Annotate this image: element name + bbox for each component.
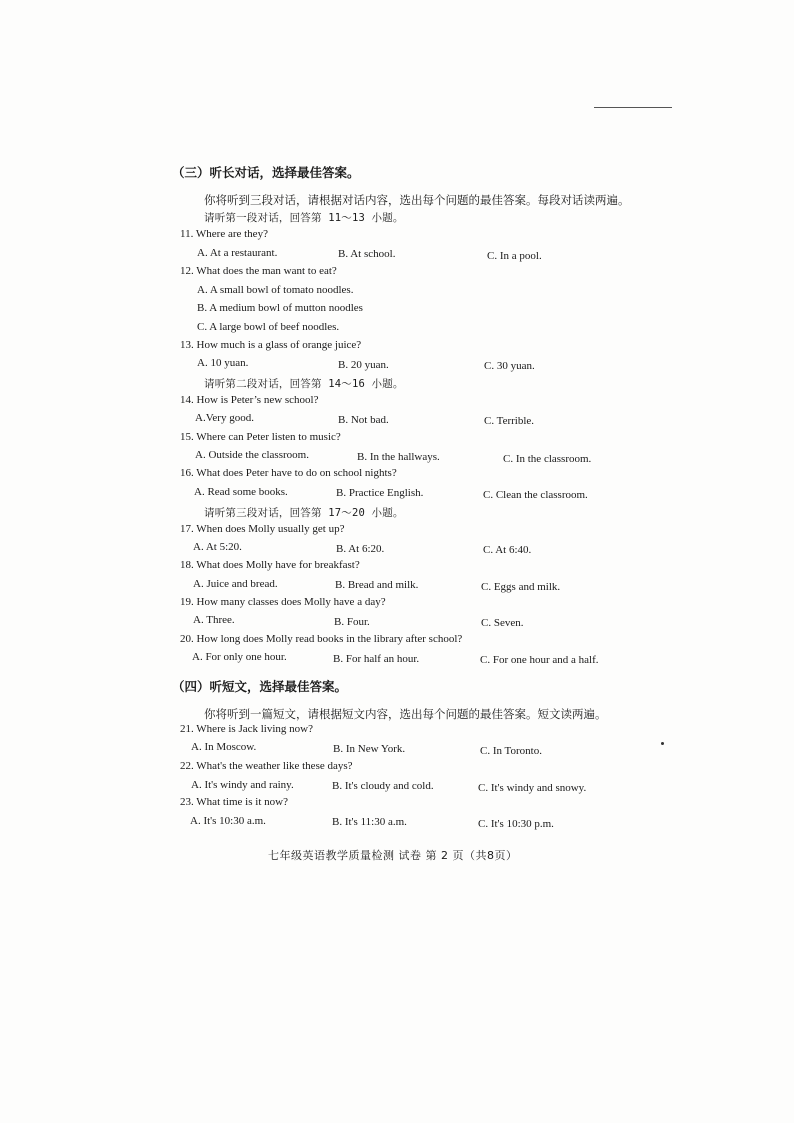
q14-option-b: B. Not bad. (338, 414, 389, 426)
q19-option-b: B. Four. (334, 616, 370, 628)
q18-option-c: C. Eggs and milk. (481, 581, 561, 593)
question-14: 14. How is Peter’s new school? (180, 394, 319, 406)
question-18: 18. What does Molly have for breakfast? (180, 559, 360, 571)
q11-option-c: C. In a pool. (487, 250, 542, 262)
question-11: 11. Where are they? (180, 228, 268, 240)
q17-option-c: C. At 6:40. (483, 544, 532, 556)
q11-option-b: B. At school. (338, 248, 396, 260)
q23-option-c: C. It's 10:30 p.m. (478, 818, 554, 830)
q17-option-b: B. At 6:20. (336, 543, 385, 555)
q12-option-b: B. A medium bowl of mutton noodles (197, 302, 363, 314)
q15-option-c: C. In the classroom. (503, 453, 592, 465)
q20-option-b: B. For half an hour. (333, 653, 420, 665)
question-12: 12. What does the man want to eat? (180, 265, 337, 277)
scan-speck (661, 742, 664, 745)
section4-instruction: 你将听到一篇短文，请根据短文内容，选出每个问题的最佳答案。短文读两遍。 (204, 707, 607, 721)
q14-option-c: C. Terrible. (484, 415, 535, 427)
q21-option-c: C. In Toronto. (480, 745, 542, 757)
q15-option-b: B. In the hallways. (357, 451, 440, 463)
q13-option-b: B. 20 yuan. (338, 359, 389, 371)
q22-option-b: B. It's cloudy and cold. (332, 780, 434, 792)
question-19: 19. How many classes does Molly have a day? (180, 596, 386, 608)
q12-option-c: C. A large bowl of beef noodles. (197, 321, 340, 333)
section3-title: （三）听长对话，选择最佳答案。 (172, 165, 360, 180)
page-footer: 七年级英语教学质量检测 试卷 第 2 页（共8页） (268, 849, 518, 862)
q11-option-a: A. At a restaurant. (197, 247, 278, 259)
question-23: 23. What time is it now? (180, 796, 288, 808)
q21-option-b: B. In New York. (333, 743, 406, 755)
q12-option-a: A. A small bowl of tomato noodles. (197, 284, 354, 296)
q22-option-c: C. It's windy and snowy. (478, 782, 587, 794)
q19-option-c: C. Seven. (481, 617, 524, 629)
question-16: 16. What does Peter have to do on school nights? (180, 467, 397, 479)
q22-option-a: A. It's windy and rainy. (191, 779, 294, 791)
question-21: 21. Where is Jack living now? (180, 723, 313, 735)
q15-option-a: A. Outside the classroom. (195, 449, 309, 461)
question-22: 22. What's the weather like these days? (180, 760, 353, 772)
section4-title: （四）听短文，选择最佳答案。 (172, 679, 348, 694)
q16-option-a: A. Read some books. (194, 486, 288, 498)
q13-option-c: C. 30 yuan. (484, 360, 535, 372)
header-rule (594, 107, 672, 108)
question-15: 15. Where can Peter listen to music? (180, 431, 341, 443)
q13-option-a: A. 10 yuan. (197, 357, 249, 369)
q18-option-a: A. Juice and bread. (193, 578, 278, 590)
q20-option-a: A. For only one hour. (192, 651, 287, 663)
q19-option-a: A. Three. (193, 614, 235, 626)
q18-option-b: B. Bread and milk. (335, 579, 419, 591)
question-13: 13. How much is a glass of orange juice? (180, 339, 362, 351)
q16-option-b: B. Practice English. (336, 487, 424, 499)
group1-instruction: 请听第一段对话，回答第 11～13 小题。 (204, 212, 404, 224)
q23-option-b: B. It's 11:30 a.m. (332, 816, 407, 828)
group3-instruction: 请听第三段对话，回答第 17～20 小题。 (204, 507, 404, 519)
question-17: 17. When does Molly usually get up? (180, 523, 345, 535)
q14-option-a: A.Very good. (195, 412, 254, 424)
q21-option-a: A. In Moscow. (191, 741, 257, 753)
section3-instruction: 你将听到三段对话，请根据对话内容，选出每个问题的最佳答案。每段对话读两遍。 (204, 193, 630, 207)
question-20: 20. How long does Molly read books in the library after school? (180, 633, 463, 645)
q17-option-a: A. At 5:20. (193, 541, 242, 553)
q23-option-a: A. It's 10:30 a.m. (190, 815, 266, 827)
q20-option-c: C. For one hour and a half. (480, 654, 599, 666)
q16-option-c: C. Clean the classroom. (483, 489, 588, 501)
group2-instruction: 请听第二段对话，回答第 14～16 小题。 (204, 378, 404, 390)
